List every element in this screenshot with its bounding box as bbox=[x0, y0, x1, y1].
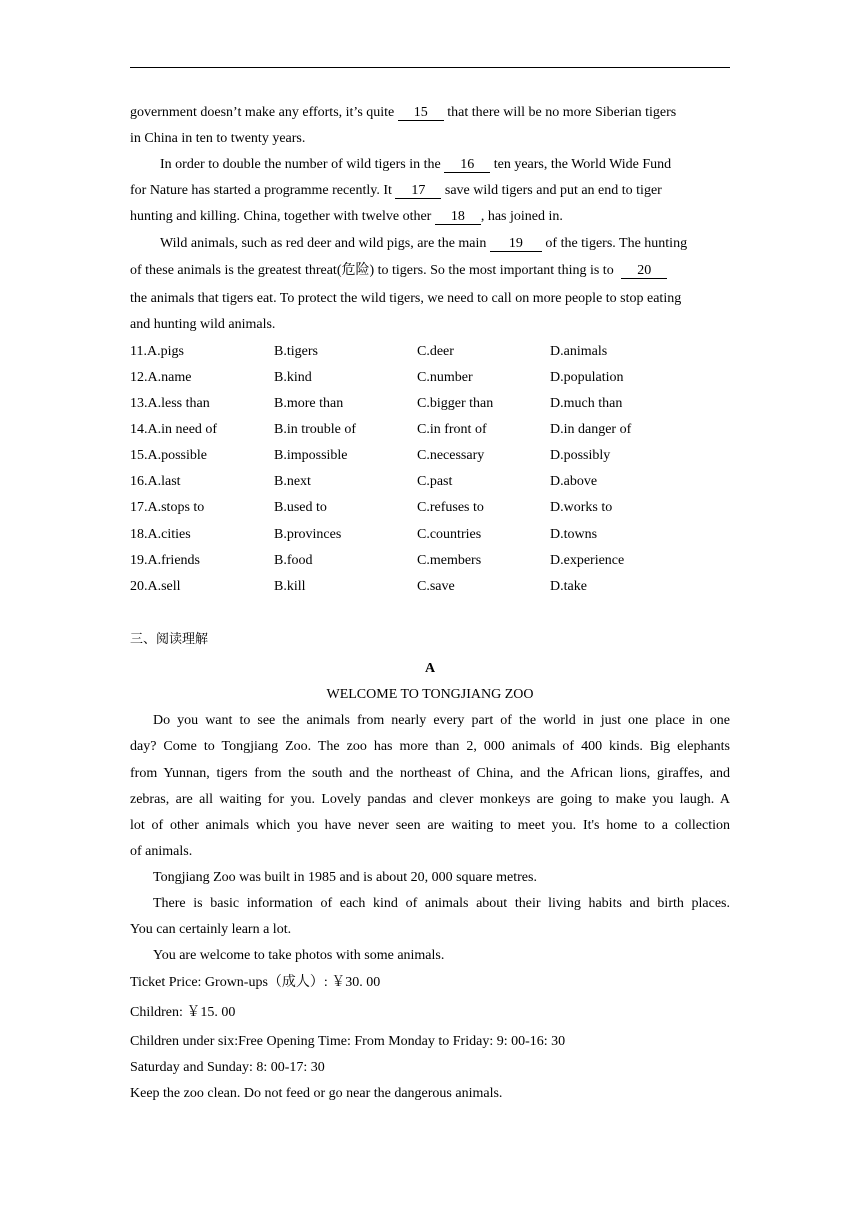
option-b[interactable]: B.impossible bbox=[274, 448, 348, 463]
option-c[interactable]: C.refuses to bbox=[417, 500, 484, 515]
option-a[interactable]: 13.A.less than bbox=[130, 396, 210, 411]
reading-line: zebras, are all waiting for you. Lovely pandas and clever monkeys are going to make you laugh. A bbox=[130, 792, 730, 807]
option-a[interactable]: 18.A.cities bbox=[130, 527, 191, 542]
option-d[interactable]: D.much than bbox=[550, 396, 623, 411]
text: hunting and killing. China, together with twelve other bbox=[130, 209, 435, 224]
reading-line: from Yunnan, tigers from the south and the northeast of China, and the African lions, giraffes, and bbox=[130, 766, 730, 781]
option-b[interactable]: B.food bbox=[274, 553, 313, 568]
option-c[interactable]: C.past bbox=[417, 474, 453, 489]
header-rule bbox=[130, 67, 730, 68]
option-d[interactable]: D.animals bbox=[550, 344, 608, 359]
passage-line bbox=[130, 208, 563, 226]
text: that there will be no more Siberian tigers bbox=[443, 105, 677, 120]
option-c[interactable]: C.members bbox=[417, 553, 482, 568]
option-c[interactable]: C.countries bbox=[417, 527, 482, 542]
option-a[interactable]: 17.A.stops to bbox=[130, 500, 205, 515]
option-b[interactable]: B.used to bbox=[274, 500, 327, 515]
text: , has joined in. bbox=[480, 209, 563, 224]
option-c[interactable]: C.number bbox=[417, 370, 473, 385]
option-b[interactable]: B.next bbox=[274, 474, 311, 489]
ticket-price-line: Ticket Price: Grown-ups（成人）: ￥30. 00 bbox=[130, 975, 381, 990]
blank-20[interactable]: 20 bbox=[621, 263, 667, 279]
reading-line: Tongjiang Zoo was built in 1985 and is about 20, 000 square metres. bbox=[153, 870, 537, 885]
part-label: A bbox=[424, 661, 436, 676]
option-c[interactable]: C.in front of bbox=[417, 422, 487, 437]
children-price-line: Children: ￥15. 00 bbox=[130, 1005, 236, 1020]
blank-18[interactable]: 18 bbox=[435, 209, 481, 225]
blank-19[interactable]: 19 bbox=[490, 236, 542, 252]
option-d[interactable]: D.experience bbox=[550, 553, 625, 568]
option-a[interactable]: 15.A.possible bbox=[130, 448, 207, 463]
reading-line: You are welcome to take photos with some animals. bbox=[153, 948, 445, 963]
text: of the tigers. The hunting bbox=[541, 236, 688, 251]
weekend-time-line: Saturday and Sunday: 8: 00-17: 30 bbox=[130, 1060, 325, 1075]
option-d[interactable]: D.population bbox=[550, 370, 624, 385]
option-b[interactable]: B.kill bbox=[274, 579, 306, 594]
passage-line bbox=[130, 104, 676, 122]
option-d[interactable]: D.works to bbox=[550, 500, 613, 515]
text: Wild animals, such as red deer and wild pigs, are the main bbox=[160, 236, 490, 251]
blank-16[interactable]: 16 bbox=[444, 157, 490, 173]
reading-line: There is basic information of each kind of animals about their living habits and birth places. bbox=[153, 896, 730, 911]
option-b[interactable]: B.provinces bbox=[274, 527, 342, 542]
option-b[interactable]: B.more than bbox=[274, 396, 344, 411]
option-c[interactable]: C.deer bbox=[417, 344, 454, 359]
option-b[interactable]: B.kind bbox=[274, 370, 312, 385]
option-d[interactable]: D.above bbox=[550, 474, 598, 489]
opening-time-line: Children under six:Free Opening Time: From Monday to Friday: 9: 00-16: 30 bbox=[130, 1034, 566, 1049]
text: of these animals is the greatest threat(危险) to tigers. So the most important thing is to bbox=[130, 263, 618, 278]
option-a[interactable]: 14.A.in need of bbox=[130, 422, 218, 437]
reading-title: WELCOME TO TONGJIANG ZOO bbox=[326, 687, 534, 702]
text: government doesn’t make any efforts, it’s quite bbox=[130, 105, 398, 120]
passage-line: and hunting wild animals. bbox=[130, 317, 276, 332]
blank-17[interactable]: 17 bbox=[395, 183, 441, 199]
option-a[interactable]: 11.A.pigs bbox=[130, 344, 184, 359]
rules-line: Keep the zoo clean. Do not feed or go near the dangerous animals. bbox=[130, 1086, 503, 1101]
passage-line bbox=[160, 156, 671, 174]
option-c[interactable]: C.save bbox=[417, 579, 455, 594]
blank-15[interactable]: 15 bbox=[398, 105, 444, 121]
option-a[interactable]: 12.A.name bbox=[130, 370, 192, 385]
reading-line: Do you want to see the animals from nearly every part of the world in just one place in one bbox=[153, 713, 730, 728]
option-b[interactable]: B.tigers bbox=[274, 344, 318, 359]
reading-line: day? Come to Tongjiang Zoo. The zoo has more than 2, 000 animals of 400 kinds. Big elephants bbox=[130, 739, 730, 754]
passage-line bbox=[130, 262, 667, 280]
text: In order to double the number of wild tigers in the bbox=[160, 157, 445, 172]
option-a[interactable]: 16.A.last bbox=[130, 474, 181, 489]
option-d[interactable]: D.possibly bbox=[550, 448, 611, 463]
option-a[interactable]: 20.A.sell bbox=[130, 579, 181, 594]
option-d[interactable]: D.towns bbox=[550, 527, 598, 542]
reading-line: lot of other animals which you have never seen are waiting to meet you. It's home to a collection bbox=[130, 818, 730, 833]
text: save wild tigers and put an end to tiger bbox=[441, 183, 662, 198]
option-c[interactable]: C.necessary bbox=[417, 448, 485, 463]
reading-line: You can certainly learn a lot. bbox=[130, 922, 292, 937]
passage-line: in China in ten to twenty years. bbox=[130, 131, 306, 146]
option-b[interactable]: B.in trouble of bbox=[274, 422, 357, 437]
passage-line bbox=[160, 235, 687, 253]
option-d[interactable]: D.take bbox=[550, 579, 587, 594]
text: ten years, the World Wide Fund bbox=[490, 157, 672, 172]
text: for Nature has started a programme recently. It bbox=[130, 183, 396, 198]
option-c[interactable]: C.bigger than bbox=[417, 396, 494, 411]
passage-line bbox=[130, 182, 662, 200]
option-a[interactable]: 19.A.friends bbox=[130, 553, 200, 568]
reading-line: of animals. bbox=[130, 844, 193, 859]
passage-line: the animals that tigers eat. To protect the wild tigers, we need to call on more people to stop eating bbox=[130, 291, 682, 306]
option-d[interactable]: D.in danger of bbox=[550, 422, 632, 437]
section-heading: 三、阅读理解 bbox=[130, 632, 209, 647]
